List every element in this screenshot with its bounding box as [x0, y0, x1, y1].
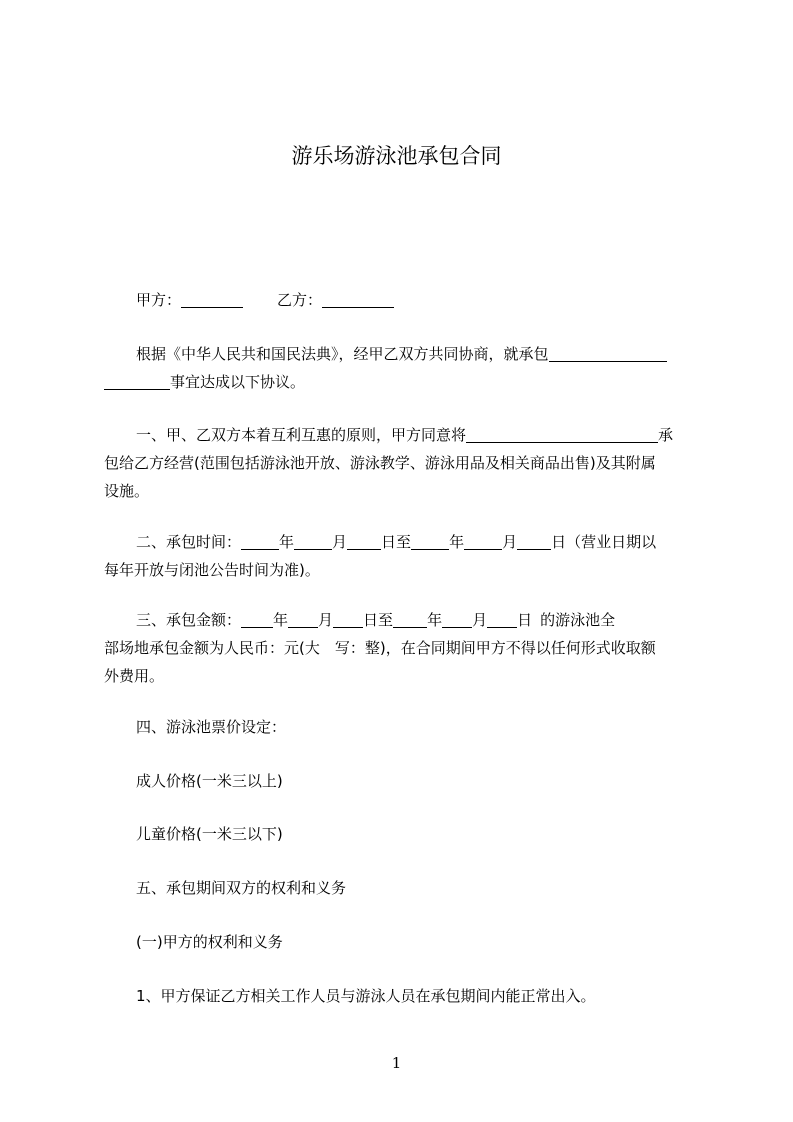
- clause-3-year: 年: [273, 611, 289, 629]
- clause-3-month-2: 月: [472, 611, 488, 629]
- clause-2-month: 月: [332, 533, 348, 551]
- page-number: 1: [391, 1054, 402, 1072]
- clause-3-tail: 的游泳池全: [540, 611, 616, 629]
- clause-3-line-2: 部场地承包金额为人民币：元(大 写：整)，在合同期间甲方不得以任何形式收取额: [104, 639, 656, 657]
- clause-5-text: 五、承包期间双方的权利和义务: [136, 879, 347, 897]
- party-b-label: 乙方：: [277, 291, 323, 309]
- intro-line-1: 根据《中华人民共和国民法典》，经甲乙双方共同协商，就承包: [136, 345, 549, 363]
- clause-3-day-to: 日至: [363, 611, 394, 629]
- parties-line: [104, 286, 700, 314]
- sub-section-1: [104, 928, 700, 956]
- document-title: 游乐场游泳池承包合同: [291, 144, 502, 168]
- clause-4-text: 四、游泳池票价设定：: [136, 718, 287, 736]
- clause-1-head: 一、甲、乙双方本着互利互惠的原则，甲方同意将: [136, 426, 467, 444]
- price-adult: [104, 767, 700, 795]
- party-a-blank: [181, 291, 243, 308]
- clause-2: [104, 528, 700, 584]
- price-child-text: 儿童价格(一米三以下): [136, 825, 283, 843]
- clause-1-line-3: 设施。: [104, 482, 150, 500]
- intro-blank-2: [104, 373, 170, 390]
- clause-1-tail: 承: [658, 426, 674, 444]
- clause-5: [104, 874, 700, 902]
- party-a-label: 甲方：: [136, 291, 182, 309]
- item-1-text: 1、甲方保证乙方相关工作人员与游泳人员在承包期间内能正常出入。: [136, 987, 596, 1005]
- clause-3-month: 月: [318, 611, 334, 629]
- intro-line-2: 事宜达成以下协议。: [170, 373, 306, 391]
- clause-3-day: 日: [517, 611, 533, 629]
- clause-2-day-to: 日至: [381, 533, 412, 551]
- sub-section-1-text: (一)甲方的权利和义务: [136, 933, 283, 951]
- clause-2-line-2: 每年开放与闭池公告时间为准)。: [104, 561, 320, 579]
- item-1: [104, 982, 700, 1010]
- price-adult-text: 成人价格(一米三以上): [136, 772, 283, 790]
- clause-2-year-2: 年: [449, 533, 465, 551]
- clause-3-label: 三、承包金额：: [136, 611, 242, 629]
- intro-paragraph: [104, 340, 700, 396]
- party-b-blank: [322, 291, 394, 308]
- clause-1-line-2: 包给乙方经营(范围包括游泳池开放、游泳教学、游泳用品及相关商品出售)及其附属: [104, 454, 656, 472]
- clause-1: [104, 421, 700, 505]
- clause-3-year-2: 年: [427, 611, 443, 629]
- clause-3-line-3: 外费用。: [104, 667, 165, 685]
- clause-2-note: （营业日期以: [566, 533, 657, 551]
- clause-4: [104, 713, 700, 741]
- clause-2-label: 二、承包时间：: [136, 533, 242, 551]
- clause-1-blank: [466, 426, 658, 443]
- price-child: [104, 820, 700, 848]
- clause-2-month-2: 月: [502, 533, 518, 551]
- clause-3: [104, 606, 700, 690]
- clause-2-day: 日: [551, 533, 567, 551]
- intro-blank-1: [549, 345, 667, 362]
- clause-2-year: 年: [279, 533, 295, 551]
